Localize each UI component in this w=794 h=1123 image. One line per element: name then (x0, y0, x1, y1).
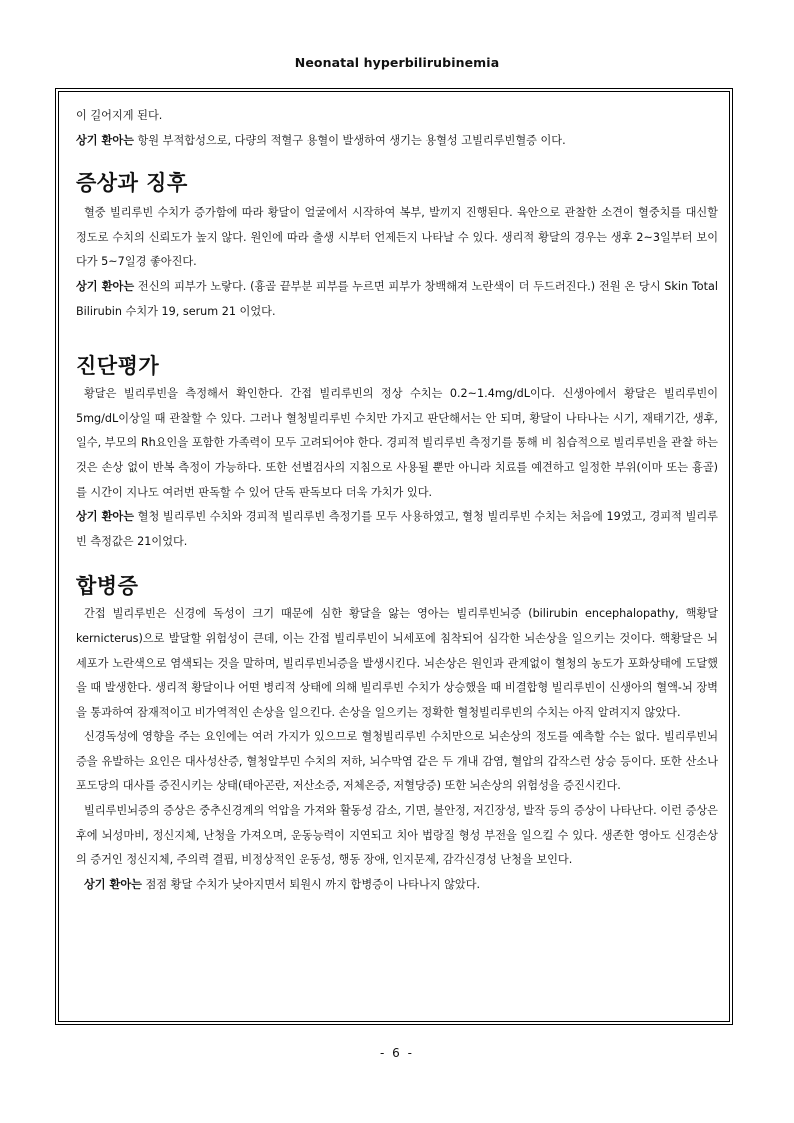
complications-section (76, 572, 718, 897)
patient-label: 상기 환아는 (76, 133, 134, 147)
complications-paragraph-4-text: 점점 황달 수치가 낮아지면서 퇴원시 까지 합병증이 나타나지 않았다. (141, 877, 481, 891)
symptoms-paragraph-2-text: 전신의 피부가 노랗다. (흉골 끝부분 피부를 누르면 피부가 창백해져 노란색이 더 두드러진다.) 전원 온 당시 Skin Total Bilirubin 수치가 19, serum 21 이었다. (76, 279, 718, 318)
intro-paragraph-2 (76, 129, 718, 154)
symptoms-section (76, 169, 718, 324)
complications-paragraph-4 (76, 873, 718, 898)
complications-paragraph-2: 신경독성에 영향을 주는 요인에는 여러 가지가 있으므로 혈청빌리루빈 수치만으로 뇌손상의 정도를 예측할 수는 없다. 빌리루빈뇌증을 유발하는 요인은 대사성산증, 혈청알부민 수치의 저하, 뇌수막염 같은 두 개내 감염, 혈압의 갑작스런 상승 등이다. 또한 산소나 포도당의 대사를 증진시키는 상태(태아곤란, 저산소증, 저체온증, 저혈당증) 또한 뇌손상의 위험성을 증진시킨다. (76, 730, 718, 793)
patient-label: 상기 환아는 (76, 510, 135, 524)
symptoms-heading: 증상과 징후 (76, 171, 188, 196)
symptoms-paragraph-1: 혈중 빌리루빈 수치가 증가함에 따라 황달이 얼굴에서 시작하여 복부, 발끼지 진행된다. 육안으로 관찰한 소견이 혈중치를 대신할 정도로 수치의 신뢰도가 높지 않다. 원인에 따라 출생 시부터 언제든지 나타날 수 있다. 생리적 황달의 경우는 생후 2~3일부터 보이다가 5~7일경 좋아진다. (76, 206, 718, 269)
diagnosis-section (76, 352, 718, 554)
patient-label: 상기 환아는 (76, 279, 135, 293)
diagnosis-paragraph-1: 황달은 빌리루빈을 측정해서 확인한다. 간접 빌리루빈의 정상 수치는 0.2~1.4mg/dL이다. 신생아에서 황달은 빌리루빈이 5mg/dL이상일 때 관찰할 수 있다. 그러나 혈청빌리루빈 수치만 가지고 판단해서는 안 되며, 황달이 나타나는 시기, 재태기간, 생후, 일수, 부모의 Rh요인을 포함한 가족력이 모두 고려되어야 한다. 경피적 빌리루빈 측정기를 통해 비 침습적으로 빌리루빈을 관찰 하는 것은 손상 없이 반복 측정이 가능하다. 또한 선별검사의 지침으로 사용될 뿐만 아니라 치료를 예견하고 일정한 부위(이마 또는 흉골)를 시간이 지나도 여러번 판독할 수 있어 단독 판독보다 더욱 가치가 있다. (76, 387, 718, 499)
patient-label: 상기 환아는 (84, 877, 142, 891)
intro-paragraph-2-text: 항원 부적합성으로, 다량의 적혈구 용혈이 발생하여 생기는 용혈성 고빌리루빈혈증 이다. (133, 133, 566, 147)
complications-paragraph-1: 간접 빌리루빈은 신경에 독성이 크기 때문에 심한 황달을 앓는 영아는 빌리루빈뇌증 (bilirubin encephalopathy, 핵황달 kernicterus)으로 발달할 위험성이 큰데, 이는 간접 빌리루빈이 뇌세포에 침착되어 심각한 뇌손상을 일으키는 것이다. 핵황달은 뇌세포가 노란색으로 염색되는 것을 말하며, 빌리루빈뇌증을 발생시킨다. 뇌손상은 원인과 관계없이 혈청의 농도가 포화상태에 도달했을 때 발생한다. 생리적 황달이나 어떤 병리적 상태에 의해 빌리루빈 수치가 상승했을 때 비결합형 빌리루빈이 신생아의 혈액-뇌 장벽을 통과하여 잠재적이고 비가역적인 손상을 일으킨다. 손상을 일으키는 정확한 혈청빌리루빈의 수치는 아직 알려지지 않았다. (76, 607, 718, 719)
intro-paragraph-1: 이 길어지게 된다. (76, 109, 163, 122)
complications-heading: 합병증 (76, 574, 139, 599)
document-body (76, 104, 718, 897)
running-header: Neonatal hyperbilirubinemia (294, 55, 500, 70)
symptoms-paragraph-2 (76, 275, 718, 324)
diagnosis-heading: 진단평가 (76, 354, 160, 379)
page-number: - 6 - (380, 1046, 414, 1060)
diagnosis-paragraph-2 (76, 505, 718, 554)
diagnosis-paragraph-2-text: 혈청 빌리루빈 수치와 경피적 빌리루빈 측정기를 모두 사용하였고, 혈청 빌리루빈 수치는 처음에 19였고, 경피적 빌리루빈 측정값은 21이었다. (76, 510, 718, 548)
intro-section (76, 104, 718, 153)
complications-paragraph-3: 빌리루빈뇌증의 증상은 중추신경계의 억압을 가져와 활동성 감소, 기면, 불안정, 저긴장성, 발작 등의 증상이 나타난다. 이런 증상은 후에 뇌성마비, 정신지체, 난청을 가져오며, 운동능력이 지연되고 치아 법랑질 형성 부전을 일으킬 수 있다. 생존한 영아도 신경손상의 증거인 정신지체, 주의력 결핍, 비정상적인 운동성, 행동 장애, 인지문제, 감각신경성 난청을 보인다. (76, 804, 718, 867)
